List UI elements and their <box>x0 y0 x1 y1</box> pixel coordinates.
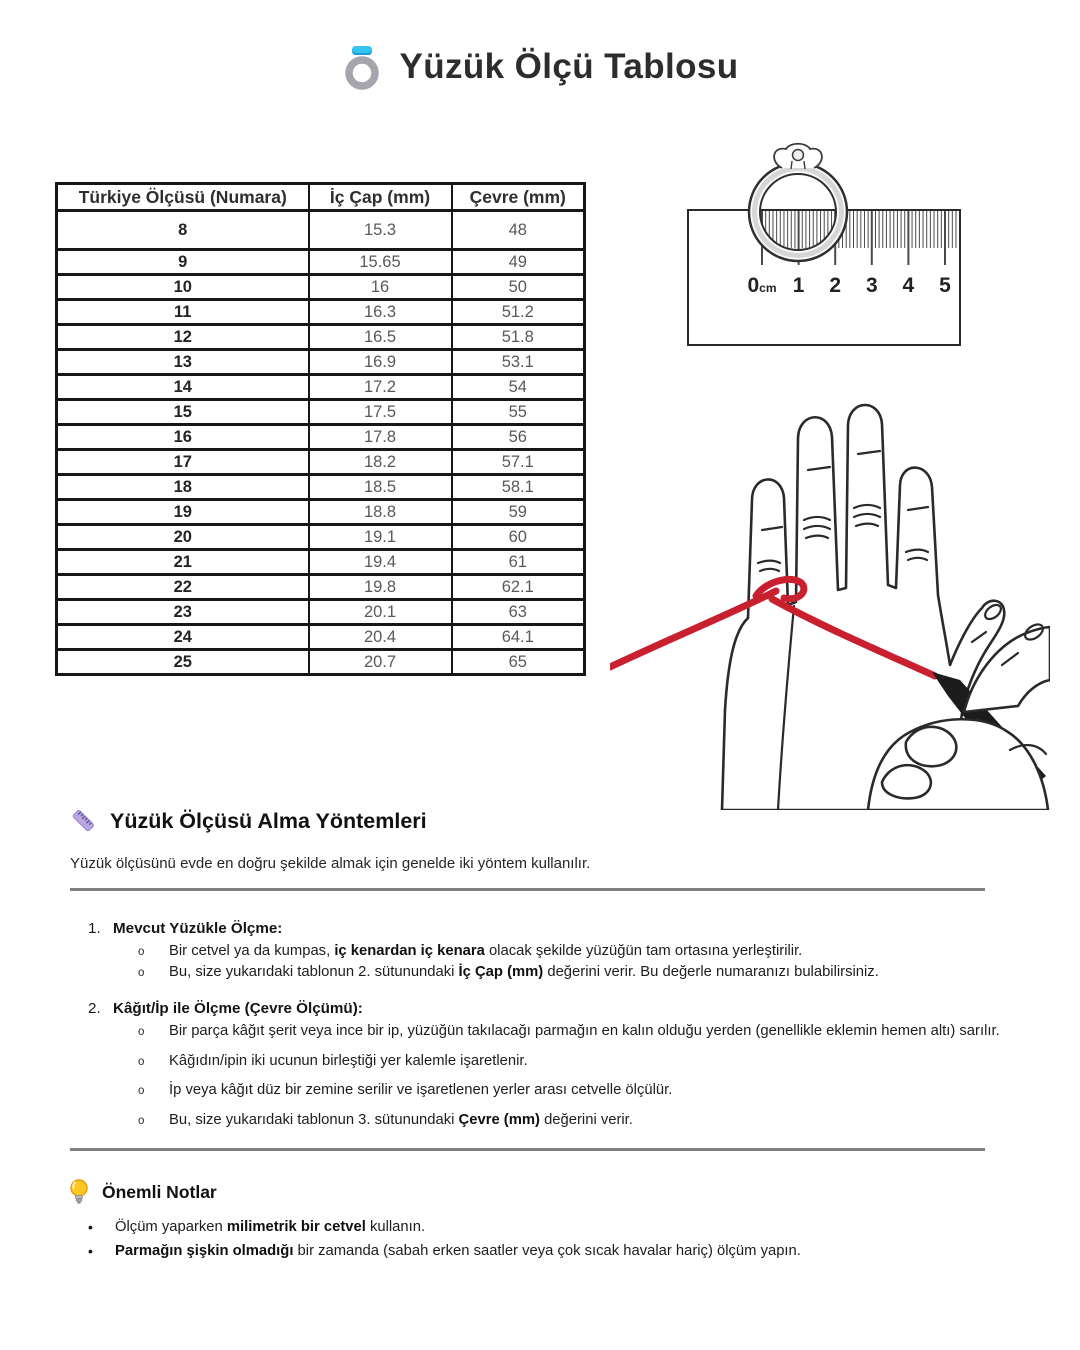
ring-gem <box>774 144 822 169</box>
circumference-cell: 53.1 <box>452 350 585 375</box>
circumference-cell: 57.1 <box>452 450 585 475</box>
circle-bullet-marker: o <box>138 1114 145 1127</box>
size-number-cell: 24 <box>57 625 309 650</box>
text-segment: değerini verir. <box>539 1111 633 1128</box>
circumference-cell: 48 <box>452 211 585 250</box>
table-row <box>57 475 585 500</box>
table-row <box>57 275 585 300</box>
circle-bullet-marker: o <box>138 1026 145 1038</box>
circle-bullet-marker: o <box>138 946 145 958</box>
page-header <box>0 44 1080 90</box>
inner-diameter-cell: 16 <box>309 275 452 300</box>
divider-top <box>70 888 985 891</box>
ring-on-ruler-figure <box>660 140 980 360</box>
table-row <box>57 625 585 650</box>
list-number: 2. <box>88 1000 101 1017</box>
sub-bullet-text <box>169 1110 633 1131</box>
inner-diameter-cell: 17.2 <box>309 375 452 400</box>
size-number-cell: 8 <box>57 211 309 250</box>
inner-diameter-cell: 16.9 <box>309 350 452 375</box>
inner-diameter-cell: 16.3 <box>309 300 452 325</box>
col-header-circumference: Çevre (mm) <box>452 184 585 211</box>
table-header-row <box>57 184 585 211</box>
inner-diameter-cell: 20.1 <box>309 600 452 625</box>
inner-diameter-cell: 17.8 <box>309 425 452 450</box>
circumference-cell: 62.1 <box>452 575 585 600</box>
circumference-cell: 56 <box>452 425 585 450</box>
circumference-cell: 59 <box>452 500 585 525</box>
table-row <box>57 375 585 400</box>
table-row <box>57 525 585 550</box>
table-row <box>57 211 585 250</box>
bold-text-segment: Çevre (mm) <box>458 1111 540 1128</box>
text-segment: Kâğıdın/ipin iki ucunun birleştiği yer kalemle işaretlenir. <box>169 1052 528 1069</box>
size-number-cell: 15 <box>57 400 309 425</box>
size-number-cell: 22 <box>57 575 309 600</box>
ruler-number-label: 5 <box>939 274 951 297</box>
circumference-cell: 54 <box>452 375 585 400</box>
ruler-number-label: 4 <box>902 274 915 297</box>
sub-bullet-text <box>169 1051 528 1072</box>
method-item-title: Mevcut Yüzükle Ölçme: <box>113 920 283 937</box>
methods-heading: Yüzük Ölçüsü Alma Yöntemleri <box>110 808 427 833</box>
table-row <box>57 575 585 600</box>
bold-text-segment: İç Çap (mm) <box>458 964 544 980</box>
ring-icon <box>341 44 383 90</box>
ring-size-table <box>55 182 586 676</box>
ruler-icon <box>68 806 98 836</box>
notes-list <box>88 1218 1008 1266</box>
sub-bullet <box>138 1021 1008 1042</box>
inner-diameter-cell: 19.8 <box>309 575 452 600</box>
sub-bullet <box>138 1080 1008 1101</box>
hand-measurement-figure <box>610 380 1050 810</box>
table-row <box>57 500 585 525</box>
note-bullet <box>88 1218 1008 1237</box>
size-number-cell: 10 <box>57 275 309 300</box>
size-number-cell: 17 <box>57 450 309 475</box>
sub-bullet-text <box>169 1080 672 1101</box>
circle-bullet-marker: o <box>138 967 145 979</box>
inner-diameter-cell: 17.5 <box>309 400 452 425</box>
inner-diameter-cell: 18.5 <box>309 475 452 500</box>
sub-bullet-text <box>169 962 879 983</box>
methods-intro: Yüzük ölçüsünü evde en doğru şekilde almak için genelde iki yöntem kullanılır. <box>70 855 591 872</box>
table-row <box>57 550 585 575</box>
dot-bullet-marker: • <box>88 1219 93 1235</box>
size-number-cell: 13 <box>57 350 309 375</box>
sub-bullet <box>138 962 1008 983</box>
circumference-cell: 63 <box>452 600 585 625</box>
text-segment: İp veya kâğıt düz bir zemine serilir ve işaretlenen yerler arası cetvelle ölçülür. <box>169 1082 673 1098</box>
size-number-cell: 25 <box>57 650 309 675</box>
bold-text-segment: Parmağın şişkin olmadığı <box>115 1243 294 1259</box>
inner-diameter-cell: 18.2 <box>309 450 452 475</box>
table-row <box>57 600 585 625</box>
methods-section-header <box>68 806 427 836</box>
methods-list <box>88 918 1008 1146</box>
col-header-tr-size: Türkiye Ölçüsü (Numara) <box>57 184 309 211</box>
note-bullet <box>88 1242 1008 1261</box>
method-sub-bullets <box>138 1021 1008 1131</box>
circumference-cell: 50 <box>452 275 585 300</box>
inner-diameter-cell: 19.4 <box>309 550 452 575</box>
notes-section-header <box>68 1178 217 1206</box>
size-number-cell: 16 <box>57 425 309 450</box>
table-row <box>57 450 585 475</box>
text-segment: Bir cetvel ya da kumpas, <box>169 943 335 959</box>
text-segment: Bu, size yukarıdaki tablonun 2. sütunundaki <box>169 964 459 980</box>
lightbulb-icon <box>68 1178 90 1206</box>
circumference-cell: 58.1 <box>452 475 585 500</box>
size-number-cell: 14 <box>57 375 309 400</box>
col-header-inner-diameter: İç Çap (mm) <box>309 184 452 211</box>
table-row <box>57 400 585 425</box>
circumference-cell: 51.8 <box>452 325 585 350</box>
size-number-cell: 19 <box>57 500 309 525</box>
sub-bullet-text <box>169 941 802 962</box>
inner-diameter-cell: 20.4 <box>309 625 452 650</box>
method-item-title-row <box>88 998 1008 1019</box>
bold-text-segment: milimetrik bir cetvel <box>226 1219 366 1235</box>
size-number-cell: 23 <box>57 600 309 625</box>
table-row <box>57 300 585 325</box>
size-number-cell: 11 <box>57 300 309 325</box>
inner-diameter-cell: 16.5 <box>309 325 452 350</box>
circumference-cell: 65 <box>452 650 585 675</box>
inner-diameter-cell: 15.3 <box>309 211 452 250</box>
method-sub-bullets <box>138 941 1008 983</box>
note-bullet-text <box>115 1218 425 1237</box>
table-row <box>57 250 585 275</box>
text-segment: kullanın. <box>365 1219 426 1235</box>
notes-heading: Önemli Notlar <box>102 1181 217 1202</box>
sub-bullet <box>138 941 1008 962</box>
method-item <box>88 998 1008 1131</box>
method-item-title: Kâğıt/İp ile Ölçme (Çevre Ölçümü): <box>113 1000 363 1017</box>
sub-bullet-text <box>169 1021 1000 1042</box>
size-number-cell: 9 <box>57 250 309 275</box>
text-segment: olacak şekilde yüzüğün tam ortasına yerleştirilir. <box>484 943 803 959</box>
table-row <box>57 350 585 375</box>
ruler-number-label: 3 <box>865 274 878 297</box>
page-title: Yüzük Ölçü Tablosu <box>399 47 739 86</box>
table-row <box>57 325 585 350</box>
inner-diameter-cell: 20.7 <box>309 650 452 675</box>
text-segment: değerini verir. Bu değerle numaranızı bulabilirsiniz. <box>543 964 879 980</box>
text-segment: bir zamanda (sabah erken saatler veya çok sıcak havalar hariç) ölçüm yapın. <box>293 1243 801 1259</box>
divider-bottom <box>70 1148 985 1151</box>
circumference-cell: 64.1 <box>452 625 585 650</box>
text-segment: Bir parça kâğıt şerit veya ince bir ip, yüzüğün takılacağı parmağın en kalın olduğu yerden (genellikle eklemin hemen altı) sarılır. <box>169 1023 1000 1039</box>
dot-bullet-marker: • <box>88 1243 93 1259</box>
size-number-cell: 20 <box>57 525 309 550</box>
sub-bullet <box>138 1051 1008 1072</box>
circumference-cell: 49 <box>452 250 585 275</box>
text-segment: Ölçüm yaparken <box>115 1219 227 1235</box>
size-number-cell: 21 <box>57 550 309 575</box>
circumference-cell: 51.2 <box>452 300 585 325</box>
circumference-cell: 55 <box>452 400 585 425</box>
size-number-cell: 18 <box>57 475 309 500</box>
table-row <box>57 650 585 675</box>
note-bullet-text <box>115 1242 801 1261</box>
text-segment: Bu, size yukarıdaki tablonun 3. sütunundaki <box>169 1111 459 1128</box>
bold-text-segment: iç kenardan iç kenara <box>334 943 485 959</box>
inner-diameter-cell: 15.65 <box>309 250 452 275</box>
circumference-cell: 61 <box>452 550 585 575</box>
inner-diameter-cell: 19.1 <box>309 525 452 550</box>
list-number: 1. <box>88 920 101 937</box>
inner-diameter-cell: 18.8 <box>309 500 452 525</box>
circumference-cell: 60 <box>452 525 585 550</box>
ruler-number-label: 0cm <box>747 274 777 297</box>
ruler-number-label: 2 <box>829 274 842 297</box>
size-number-cell: 12 <box>57 325 309 350</box>
ruler-number-label: 1 <box>792 274 805 297</box>
method-item <box>88 918 1008 983</box>
sub-bullet <box>138 1110 1008 1131</box>
circle-bullet-marker: o <box>138 1055 145 1068</box>
method-item-title-row <box>88 918 1008 939</box>
circle-bullet-marker: o <box>138 1085 145 1097</box>
table-row <box>57 425 585 450</box>
